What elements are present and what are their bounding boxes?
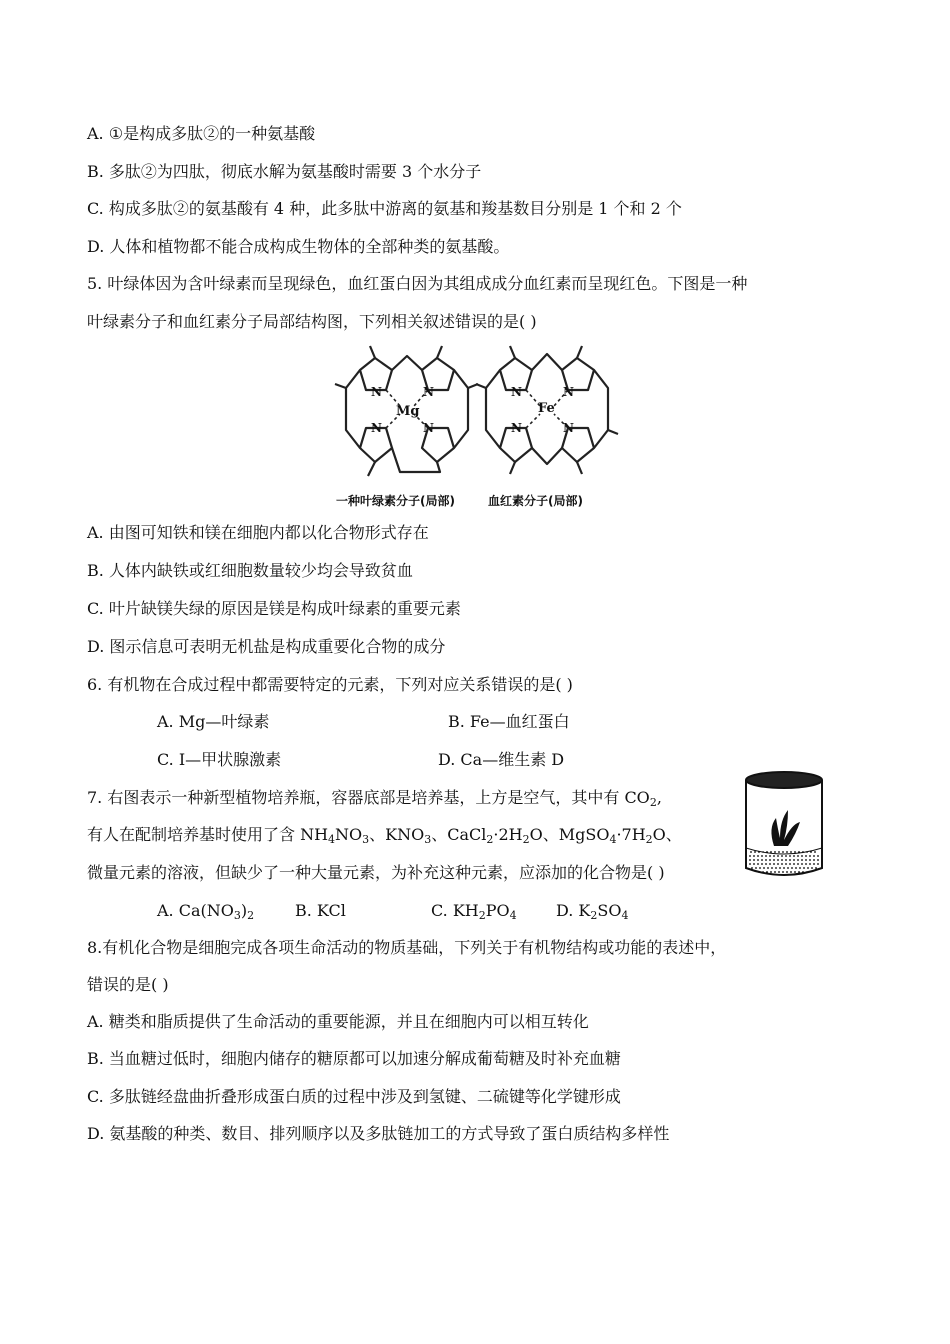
n-label: N [371,421,382,435]
q7-line1-end: , [656,788,662,807]
q6-option-d: D. Ca—维生素 D [438,750,565,769]
subscript: 3 [233,909,241,922]
n-label: N [371,385,382,399]
q7-line2-prefix: 有人在配制培养基时使用了含 NH [87,825,329,844]
mg-label: Mg [396,404,420,419]
q8-option-d: D. 氨基酸的种类、数目、排列顺序以及多肽链加工的方式导致了蛋白质结构多样性 [87,1124,670,1143]
subscript: 2 [486,833,494,846]
fe-label: Fe [538,401,555,416]
subscript: 3 [362,833,370,846]
heme-caption: 血红素分子(局部) [488,494,583,508]
q6-option-c: C. I—甲状腺激素 [157,750,282,769]
formula-part: O、 [652,825,682,844]
formula-part: D. K [556,901,591,920]
q7-option-b: B. KCl [295,901,346,920]
q4-option-c: C. 构成多肽②的氨基酸有 4 种，此多肽中游离的氨基和羧基数目分别是 1 个和 2 个 [87,199,682,218]
subscript: 2 [522,833,530,846]
formula-part: 、KNO [369,825,425,844]
q5-stem-line2: 叶绿素分子和血红素分子局部结构图，下列相关叙述错误的是( ) [87,312,537,331]
formula-part: A. Ca(NO [157,901,234,920]
q7-option-c [431,900,517,927]
q8-option-b: B. 当血糖过低时，细胞内储存的糖原都可以加速分解成葡萄糖及时补充血糖 [87,1049,621,1068]
q7-stem-line2 [87,824,682,851]
formula-part: ·7H [616,825,646,844]
subscript: 2 [478,909,486,922]
q6-stem: 6. 有机物在合成过程中都需要特定的元素，下列对应关系错误的是( ) [87,675,573,694]
q5-option-d: D. 图示信息可表明无机盐是构成重要化合物的成分 [87,637,446,656]
formula-part: C. KH [431,901,479,920]
q7-stem-line1 [87,787,662,814]
formula-part: O、MgSO [529,825,610,844]
q4-option-b: B. 多肽②为四肽，彻底水解为氨基酸时需要 3 个水分子 [87,162,482,181]
formula-part: 、CaCl [431,825,487,844]
subscript: 2 [247,909,255,922]
subscript: 2 [645,833,653,846]
q6-option-b: B. Fe—血红蛋白 [448,712,570,731]
q8-option-a: A. 糖类和脂质提供了生命活动的重要能源，并且在细胞内可以相互转化 [87,1012,589,1031]
q5-stem-line1: 5. 叶绿体因为含叶绿素而呈现绿色，血红蛋白因为其组成成分血红素而呈现红色。下图是一种 [87,274,748,293]
formula-part: SO [597,901,622,920]
q4-option-a: A. ①是构成多肽②的一种氨基酸 [87,124,316,143]
n-label: N [511,385,522,399]
culture-bottle-figure [742,768,826,886]
q5-option-a: A. 由图可知铁和镁在细胞内都以化合物形式存在 [87,523,429,542]
q6-option-a: A. Mg—叶绿素 [157,712,270,731]
n-label: N [423,421,434,435]
q7-option-d [556,900,628,927]
n-label: N [563,421,574,435]
q5-option-b: B. 人体内缺铁或红细胞数量较少均会导致贫血 [87,561,413,580]
n-label: N [423,385,434,399]
q8-option-c: C. 多肽链经盘曲折叠形成蛋白质的过程中涉及到氢键、二硫键等化学键形成 [87,1087,621,1106]
formula-part: ) [240,901,248,920]
n-label: N [563,385,574,399]
subscript: 2 [590,909,598,922]
subscript: 4 [609,833,617,846]
q8-stem-line2: 错误的是( ) [87,975,169,994]
q7-line1-text: 7. 右图表示一种新型植物培养瓶，容器底部是培养基，上方是空气，其中有 CO [87,788,650,807]
q7-stem-line3: 微量元素的溶液，但缺少了一种大量元素，为补充这种元素，应添加的化合物是( ) [87,863,665,882]
subscript: 2 [649,796,657,809]
q7-option-a [157,900,254,927]
chlorophyll-caption: 一种叶绿素分子(局部) [336,494,455,508]
n-label: N [511,421,522,435]
q4-option-d: D. 人体和植物都不能合成构成生物体的全部种类的氨基酸。 [87,237,510,256]
formula-part: NO [335,825,363,844]
formula-part: ·2H [493,825,523,844]
subscript: 3 [424,833,432,846]
subscript: 4 [328,833,336,846]
q5-option-c: C. 叶片缺镁失绿的原因是镁是构成叶绿素的重要元素 [87,599,461,618]
subscript: 4 [621,909,629,922]
q8-stem-line1: 8.有机化合物是细胞完成各项生命活动的物质基础，下列关于有机物结构或功能的表述中， [87,938,727,957]
formula-part: PO [485,901,510,920]
subscript: 4 [509,909,517,922]
